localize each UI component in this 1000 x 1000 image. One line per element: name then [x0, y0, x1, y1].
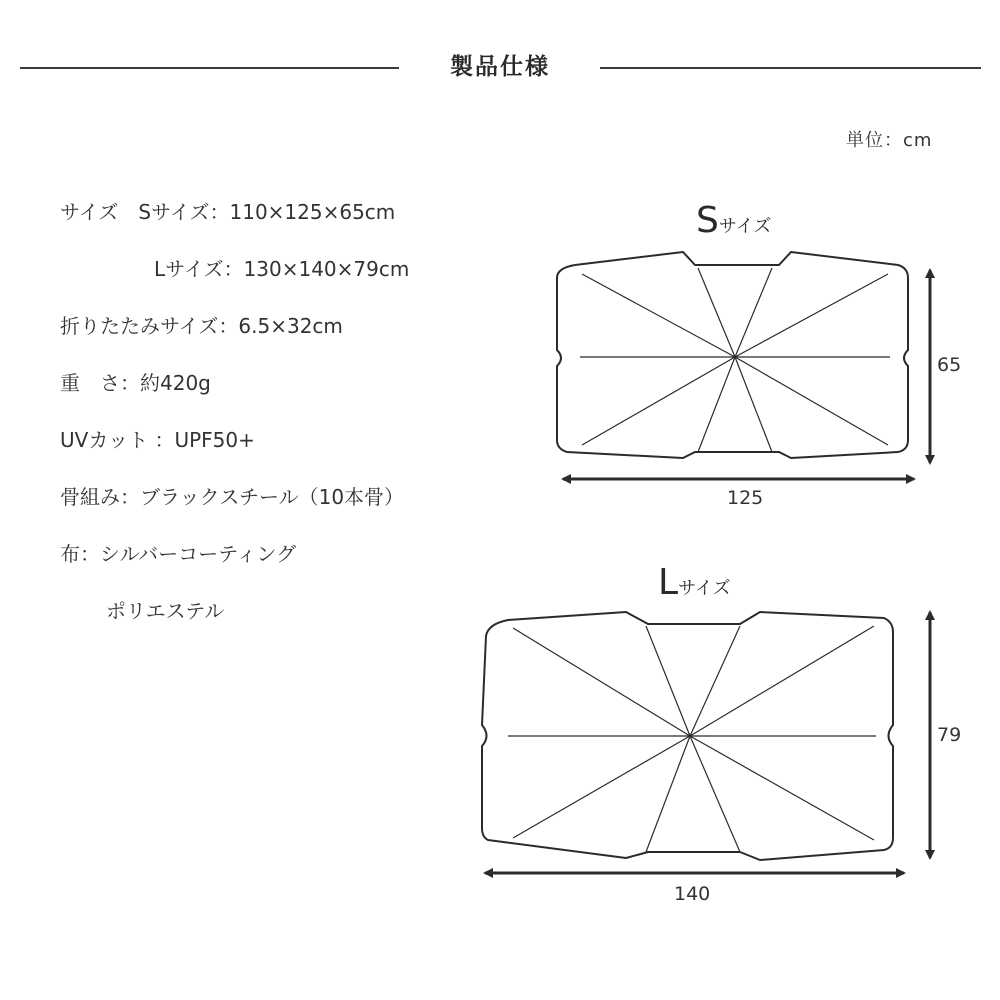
- umbrella-l-diagram: [482, 612, 893, 860]
- spec-weight: 重 さ：約420g: [60, 371, 211, 395]
- size-l-suffix: サイズ: [678, 578, 731, 599]
- page-title: 製品仕様: [450, 54, 550, 80]
- umbrella-s-diagram: [557, 252, 908, 458]
- spec-uv-cut: UVカット ：UPF50+: [60, 428, 255, 452]
- size-l-letter: L: [658, 562, 679, 603]
- s-height-value: 65: [937, 354, 962, 376]
- l-height-value: 79: [937, 724, 962, 746]
- size-s-letter: S: [696, 200, 719, 241]
- spec-fabric: 布：シルバーコーティング: [60, 542, 297, 566]
- size-s-suffix: サイズ: [718, 216, 772, 237]
- spec-frame: 骨組み：ブラックスチール（10本骨）: [60, 485, 405, 509]
- spec-size-l: Lサイズ：130×140×79cm: [154, 257, 410, 281]
- umbrella-s-ribs: [580, 268, 890, 452]
- spec-size-s: サイズ Sサイズ：110×125×65cm: [60, 200, 396, 224]
- s-width-value: 125: [727, 487, 764, 509]
- unit-label: 単位：cm: [846, 130, 933, 151]
- spec-fabric-material: ポリエステル: [106, 599, 225, 623]
- umbrella-l-ribs: [508, 626, 876, 852]
- l-width-value: 140: [674, 883, 711, 905]
- spec-folded-size: 折りたたみサイズ：6.5×32cm: [60, 314, 343, 338]
